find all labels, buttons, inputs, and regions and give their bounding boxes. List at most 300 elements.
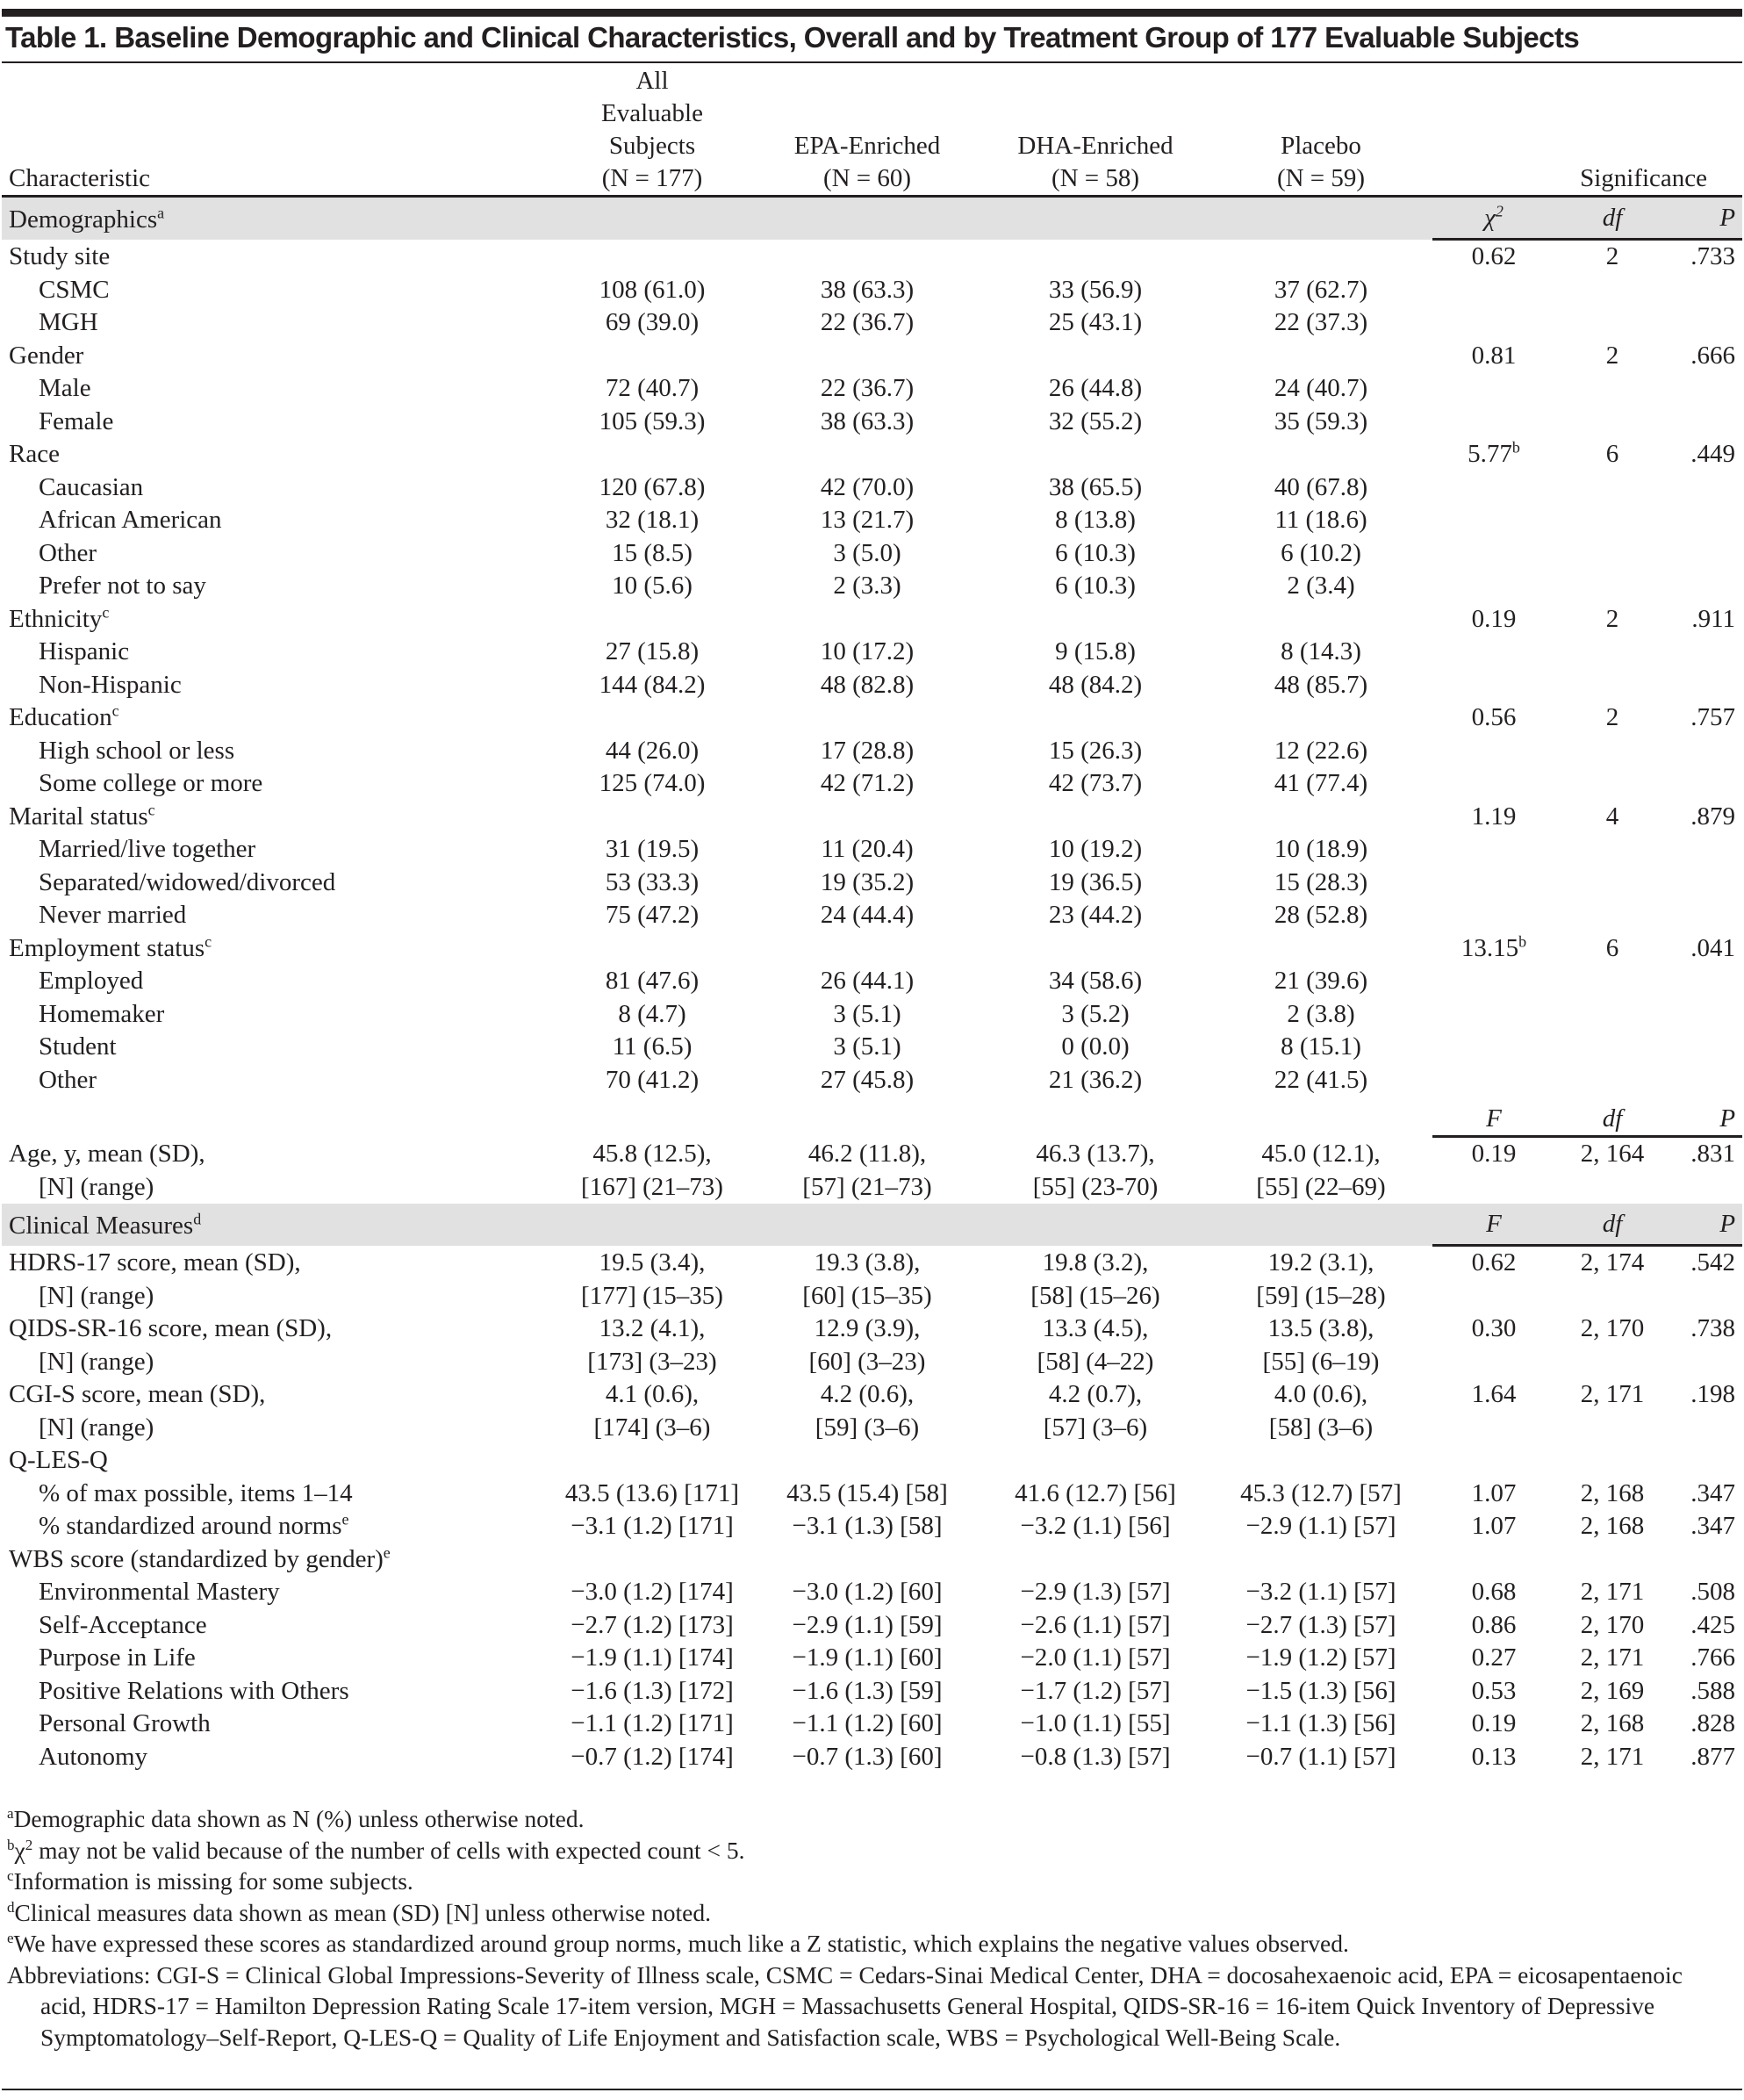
p-value-cell: .766	[1690, 1643, 1736, 1672]
dha-cell	[981, 240, 1209, 274]
row-label-text: Non-Hispanic	[39, 670, 182, 699]
test-statistic-cell	[1432, 1478, 1555, 1511]
epa-cell: 42 (71.2)	[820, 769, 915, 797]
test-statistic-cell	[1432, 735, 1555, 768]
footnote-ref: e	[341, 1510, 349, 1528]
dha-cell	[981, 1543, 1209, 1577]
placebo-cell	[1209, 801, 1432, 834]
all-subjects-cell	[551, 701, 753, 735]
df-cell	[1555, 1412, 1669, 1445]
placebo-cell	[1209, 701, 1432, 735]
dha-cell	[981, 603, 1209, 636]
df-cell: 2	[1605, 242, 1619, 270]
p-value-cell	[1669, 1543, 1742, 1577]
all-subjects-cell: 45.8 (12.5),	[592, 1140, 712, 1168]
placebo-cell: 2 (3.8)	[1287, 999, 1355, 1028]
placebo-cell: [58] (3–6)	[1268, 1413, 1374, 1442]
row-label-text: [N] (range)	[39, 1172, 154, 1201]
test-statistic-cell	[1432, 274, 1555, 307]
df-cell	[1555, 537, 1669, 571]
row-label-text: Self-Acceptance	[39, 1610, 207, 1639]
epa-cell: 26 (44.1)	[820, 967, 915, 995]
placebo-cell: −2.7 (1.3) [57]	[1245, 1610, 1396, 1639]
all-subjects-cell: 31 (19.5)	[605, 835, 700, 863]
placebo-cell: 4.0 (0.6),	[1274, 1380, 1368, 1408]
p-value-cell: .347	[1690, 1512, 1736, 1540]
row-label-text: Clinical Measures	[9, 1211, 194, 1240]
df-cell	[1555, 1444, 1669, 1478]
header-all-subjects	[551, 65, 753, 197]
row-label-text: WBS score (standardized by gender)	[9, 1544, 384, 1573]
row-label	[2, 1204, 551, 1246]
p-value-cell	[1669, 1346, 1742, 1379]
footnote-ref: c	[205, 931, 212, 950]
dha-cell: 6 (10.3)	[1055, 538, 1136, 567]
row-label	[2, 340, 551, 373]
placebo-cell: 12 (22.6)	[1274, 736, 1368, 765]
row-label-text: High school or less	[39, 736, 235, 765]
header-characteristic: Characteristic	[9, 164, 151, 192]
df-cell	[1555, 1031, 1669, 1064]
epa-cell: 3 (5.0)	[833, 538, 901, 567]
header-line: (N = 177)	[601, 164, 703, 192]
table-row	[2, 306, 1742, 340]
row-label	[2, 1280, 551, 1313]
row-label-text: Never married	[39, 901, 187, 929]
epa-cell: [60] (15–35)	[802, 1281, 932, 1310]
p-value-cell	[1669, 833, 1742, 867]
p-value-cell: .449	[1690, 440, 1736, 468]
test-statistic-value: 0.19	[1471, 1709, 1517, 1737]
epa-cell: 48 (82.8)	[820, 670, 915, 699]
dha-cell: 33 (56.9)	[1048, 275, 1143, 304]
test-statistic-cell	[1432, 669, 1555, 702]
p-value-cell	[1669, 570, 1742, 603]
epa-cell	[753, 438, 981, 471]
epa-cell: 24 (44.4)	[820, 901, 915, 929]
test-statistic-cell	[1432, 570, 1555, 603]
dha-cell: 0 (0.0)	[1061, 1032, 1130, 1061]
header-epa	[753, 65, 981, 197]
row-label	[2, 1576, 551, 1609]
all-subjects-cell: 69 (39.0)	[605, 308, 700, 336]
df-cell: 6	[1605, 933, 1619, 962]
table-row	[2, 701, 1742, 735]
p-value-cell	[1669, 1280, 1742, 1313]
all-subjects-cell: 19.5 (3.4),	[599, 1248, 706, 1277]
all-subjects-cell	[551, 603, 753, 636]
epa-cell	[753, 240, 981, 274]
footnote-a	[7, 1803, 1727, 1835]
all-subjects-cell: 75 (47.2)	[605, 901, 700, 929]
spacer-cell	[551, 197, 1432, 240]
p-header-text: P	[1719, 1104, 1736, 1133]
dha-cell	[981, 801, 1209, 834]
df-header	[1555, 197, 1669, 240]
row-label-text: Age, y, mean (SD),	[9, 1140, 205, 1168]
dha-cell: 15 (26.3)	[1048, 736, 1143, 765]
test-statistic-cell	[1432, 1412, 1555, 1445]
dha-cell: 9 (15.8)	[1055, 637, 1136, 665]
p-header-text: P	[1719, 204, 1736, 232]
epa-cell: 46.2 (11.8),	[807, 1140, 927, 1168]
test-statistic-cell	[1432, 1675, 1555, 1708]
header-line: All	[635, 67, 669, 95]
df-cell: 2, 171	[1580, 1742, 1645, 1771]
header-line: DHA-Enriched	[1017, 132, 1173, 160]
dha-cell: [57] (3–6)	[1043, 1413, 1148, 1442]
row-label-text: Caucasian	[39, 472, 144, 501]
test-statistic-cell	[1432, 1246, 1555, 1280]
footnote-ref: c	[147, 800, 155, 818]
test-statistic-value: 0.81	[1471, 341, 1517, 370]
all-subjects-cell: 13.2 (4.1),	[599, 1314, 706, 1342]
df-cell	[1555, 274, 1669, 307]
df-cell	[1555, 636, 1669, 669]
test-statistic-value: 1.07	[1471, 1512, 1517, 1540]
placebo-cell: 45.0 (12.1),	[1261, 1140, 1381, 1168]
dha-cell: [58] (15–26)	[1030, 1281, 1160, 1310]
placebo-cell: 22 (41.5)	[1274, 1065, 1368, 1094]
row-label-text: Personal Growth	[39, 1709, 211, 1737]
test-statistic-cell	[1432, 603, 1555, 636]
placebo-cell: [55] (6–19)	[1262, 1347, 1380, 1376]
all-subjects-cell	[551, 438, 753, 471]
chi-symbol: χ	[14, 1836, 25, 1864]
row-label	[2, 1171, 551, 1205]
epa-cell	[753, 701, 981, 735]
row-label-text: Marital status	[9, 802, 148, 831]
table-body	[2, 197, 1742, 1774]
footnote-ref: a	[157, 203, 165, 221]
placebo-cell: −1.1 (1.3) [56]	[1245, 1709, 1396, 1737]
abbreviations: Abbreviations: CGI-S = Clinical Global Impressions-Severity of Illness scale, CSMC = Cedars-Sinai Medical Center, DHA = docosahexaenoic acid, EPA = eicosapentaenoic acid, HDRS-17 = Hamilton Depression Rating Scale 17-item version, MGH = Massachusetts General Hospital, QIDS-SR-16 = 16-item Quick Inventory of Depressive Symptomatology–Self-Report, Q-LES-Q = Quality of Life Enjoyment and Satisfaction scale, WBS = Psychological Well-Being Scale.	[7, 1960, 1683, 2051]
dha-cell: 38 (65.5)	[1048, 472, 1143, 501]
row-label-text: % standardized around norms	[39, 1512, 342, 1540]
placebo-cell: 6 (10.2)	[1281, 538, 1361, 567]
test-statistic-cell	[1432, 1444, 1555, 1478]
header-line: Subjects	[608, 132, 696, 160]
p-value-cell	[1669, 669, 1742, 702]
test-statistic-cell	[1432, 1031, 1555, 1064]
test-statistic-value: 0.68	[1471, 1578, 1517, 1606]
epa-cell: 4.2 (0.6),	[820, 1380, 915, 1408]
row-label	[2, 833, 551, 867]
epa-cell: 38 (63.3)	[820, 275, 915, 304]
row-label	[2, 1031, 551, 1064]
p-value-cell: .542	[1690, 1248, 1736, 1277]
characteristics-table	[2, 65, 1742, 1773]
test-statistic-cell	[1432, 240, 1555, 274]
p-value-cell	[1669, 767, 1742, 801]
p-value-cell: .666	[1690, 341, 1736, 370]
p-value-cell	[1669, 735, 1742, 768]
footnote-ref: b	[1518, 931, 1527, 950]
df-cell	[1555, 504, 1669, 537]
placebo-cell: 21 (39.6)	[1274, 967, 1368, 995]
dha-cell: −0.8 (1.3) [57]	[1020, 1742, 1171, 1771]
placebo-cell: 45.3 (12.7) [57]	[1240, 1478, 1402, 1507]
df-cell	[1555, 570, 1669, 603]
table-row	[2, 669, 1742, 702]
row-label-text: Hispanic	[39, 637, 130, 665]
test-statistic-cell	[1432, 867, 1555, 900]
p-value-cell	[1669, 372, 1742, 406]
dha-cell: 6 (10.3)	[1055, 572, 1136, 600]
test-statistic-value: 13.15	[1461, 933, 1519, 962]
test-statistic-cell	[1432, 1642, 1555, 1675]
df-cell	[1555, 1280, 1669, 1313]
table-row	[2, 1378, 1742, 1412]
header-line: (N = 59)	[1276, 164, 1366, 192]
all-subjects-cell	[551, 1444, 753, 1478]
test-statistic-cell	[1432, 899, 1555, 932]
row-label	[2, 1312, 551, 1346]
df-cell	[1555, 833, 1669, 867]
table-title: Table 1. Baseline Demographic and Clinical Characteristics, Overall and by Treatment Group of 177 Evaluable Subjects	[5, 21, 1580, 54]
test-statistic-cell	[1432, 1137, 1555, 1171]
footnote-text: Clinical measures data shown as mean (SD) [N] unless otherwise noted.	[14, 1898, 712, 1926]
dha-cell: 4.2 (0.7),	[1048, 1380, 1143, 1408]
all-subjects-cell: 53 (33.3)	[605, 867, 700, 896]
row-label	[2, 932, 551, 966]
row-label	[2, 801, 551, 834]
placebo-cell: −1.5 (1.3) [56]	[1245, 1676, 1396, 1705]
df-header-text: df	[1602, 1104, 1623, 1133]
table-row	[2, 899, 1742, 932]
dha-cell: 19 (36.5)	[1048, 867, 1143, 896]
placebo-cell	[1209, 438, 1432, 471]
spacer-cell	[551, 1204, 1432, 1246]
test-statistic-cell	[1432, 701, 1555, 735]
all-subjects-cell: 120 (67.8)	[599, 472, 706, 501]
stat-header-text: F	[1486, 1210, 1502, 1238]
footnote-ref: b	[1511, 438, 1520, 457]
df-cell: 2, 168	[1580, 1709, 1645, 1737]
all-subjects-cell	[551, 801, 753, 834]
dha-cell: 13.3 (4.5),	[1042, 1314, 1149, 1342]
test-statistic-cell	[1432, 471, 1555, 505]
dha-cell: 42 (73.7)	[1048, 769, 1143, 797]
all-subjects-cell: 105 (59.3)	[599, 406, 706, 435]
all-subjects-cell	[551, 932, 753, 966]
row-label	[2, 1543, 551, 1577]
table-row	[2, 1576, 1742, 1609]
row-label-text: Positive Relations with Others	[39, 1676, 349, 1705]
all-subjects-cell: 4.1 (0.6),	[605, 1380, 700, 1408]
df-cell: 2	[1605, 604, 1619, 633]
footnote-e	[7, 1928, 1727, 1960]
all-subjects-cell: −0.7 (1.2) [174]	[571, 1742, 734, 1771]
table-row	[2, 406, 1742, 439]
row-label-text: Student	[39, 1032, 117, 1061]
row-label-text: Purpose in Life	[39, 1643, 196, 1672]
stat-header-text: χ	[1484, 204, 1496, 232]
dha-cell	[981, 340, 1209, 373]
header-line: EPA-Enriched	[793, 132, 941, 160]
placebo-cell	[1209, 1543, 1432, 1577]
test-statistic-cell	[1432, 998, 1555, 1032]
dha-cell: 26 (44.8)	[1048, 374, 1143, 402]
epa-cell: 13 (21.7)	[820, 506, 915, 534]
table-row	[2, 471, 1742, 505]
row-label	[2, 537, 551, 571]
placebo-cell: 15 (28.3)	[1274, 867, 1368, 896]
test-statistic-cell	[1432, 306, 1555, 340]
table-row	[2, 833, 1742, 867]
epa-cell: −1.6 (1.3) [59]	[792, 1676, 943, 1705]
row-label	[2, 197, 551, 240]
epa-cell: 27 (45.8)	[820, 1065, 915, 1094]
row-label-text: CSMC	[39, 275, 110, 304]
p-value-cell	[1669, 274, 1742, 307]
footnote-text: Demographic data shown as N (%) unless otherwise noted.	[13, 1805, 585, 1832]
dha-cell: −3.2 (1.1) [56]	[1020, 1512, 1171, 1540]
epa-cell: −3.0 (1.2) [60]	[792, 1578, 943, 1606]
test-statistic-cell	[1432, 372, 1555, 406]
df-cell	[1555, 899, 1669, 932]
dha-cell	[981, 701, 1209, 735]
row-label-text: Other	[39, 538, 97, 567]
df-cell	[1555, 1064, 1669, 1097]
p-value-cell: .588	[1690, 1676, 1736, 1705]
dha-cell: −2.0 (1.1) [57]	[1020, 1643, 1171, 1672]
row-label	[2, 867, 551, 900]
table-row	[2, 1064, 1742, 1097]
footnote-d	[7, 1897, 1727, 1929]
dha-cell	[981, 932, 1209, 966]
all-subjects-cell: 32 (18.1)	[605, 506, 700, 534]
row-label-text: Other	[39, 1065, 97, 1094]
test-statistic-cell	[1432, 1312, 1555, 1346]
all-subjects-cell: [173] (3–23)	[587, 1347, 717, 1376]
placebo-cell: 19.2 (3.1),	[1267, 1248, 1374, 1277]
epa-cell: 2 (3.3)	[833, 572, 901, 600]
row-label	[2, 636, 551, 669]
all-subjects-cell: [177] (15–35)	[581, 1281, 723, 1310]
p-value-cell	[1669, 636, 1742, 669]
row-label-text: Race	[9, 440, 60, 468]
p-value-cell	[1669, 406, 1742, 439]
table-row	[2, 1171, 1742, 1205]
df-cell	[1555, 372, 1669, 406]
footnote-ref: c	[102, 602, 110, 621]
p-value-cell	[1669, 1064, 1742, 1097]
placebo-cell	[1209, 603, 1432, 636]
all-subjects-cell: 144 (84.2)	[599, 670, 706, 699]
footnote-text: We have expressed these scores as standardized around group norms, much like a Z statistic, which explains the negative values observed.	[13, 1930, 1349, 1957]
header-line: Placebo	[1281, 132, 1361, 160]
df-header-text: df	[1602, 204, 1623, 232]
placebo-cell	[1209, 932, 1432, 966]
df-cell: 2, 168	[1580, 1512, 1645, 1540]
all-subjects-cell: 15 (8.5)	[612, 538, 693, 567]
table-row	[2, 1312, 1742, 1346]
row-label	[2, 372, 551, 406]
row-label	[2, 1741, 551, 1774]
test-statistic-value: 0.30	[1471, 1314, 1517, 1342]
header-line: (N = 58)	[1051, 164, 1140, 192]
df-cell: 2, 174	[1580, 1248, 1645, 1277]
df-cell: 2, 171	[1580, 1380, 1645, 1408]
row-label-text: Male	[39, 374, 91, 402]
row-label	[2, 1675, 551, 1708]
epa-cell: [59] (3–6)	[815, 1413, 920, 1442]
table-row	[2, 965, 1742, 998]
table-row	[2, 274, 1742, 307]
dha-cell: −2.6 (1.1) [57]	[1020, 1610, 1171, 1639]
table-row	[2, 1478, 1742, 1511]
section-header-row	[2, 1204, 1742, 1246]
epa-cell	[753, 801, 981, 834]
bottom-rule	[2, 2089, 1742, 2090]
all-subjects-cell: −3.1 (1.2) [171]	[571, 1512, 734, 1540]
row-label-text: African American	[39, 506, 222, 534]
test-statistic-value: 0.27	[1471, 1643, 1517, 1672]
footnote-ref: e	[383, 1543, 391, 1561]
table-row	[2, 570, 1742, 603]
epa-cell: 19 (35.2)	[820, 867, 915, 896]
p-value-cell	[1669, 867, 1742, 900]
p-value-cell	[1669, 471, 1742, 505]
table-row	[2, 1609, 1742, 1643]
table-row	[2, 932, 1742, 966]
row-label-text: Married/live together	[39, 835, 256, 863]
dha-cell: 10 (19.2)	[1048, 835, 1143, 863]
table-row	[2, 1031, 1742, 1064]
table-row	[2, 1280, 1742, 1313]
footnote-ref: c	[111, 701, 119, 720]
row-label	[2, 1097, 551, 1137]
spacer-cell	[551, 1097, 1432, 1137]
table-row	[2, 438, 1742, 471]
df-cell: 2, 169	[1580, 1676, 1645, 1705]
epa-cell: 17 (28.8)	[820, 736, 915, 765]
placebo-cell: 10 (18.9)	[1274, 835, 1368, 863]
df-cell: 2, 164	[1580, 1140, 1645, 1168]
p-header	[1669, 197, 1742, 240]
table-row	[2, 603, 1742, 636]
test-statistic-cell	[1432, 438, 1555, 471]
df-cell	[1555, 1543, 1669, 1577]
p-value-cell	[1669, 1031, 1742, 1064]
epa-cell: [60] (3–23)	[808, 1347, 926, 1376]
epa-cell: 3 (5.1)	[833, 999, 901, 1028]
all-subjects-cell: −3.0 (1.2) [174]	[571, 1578, 734, 1606]
table-row	[2, 1137, 1742, 1171]
table-row	[2, 240, 1742, 274]
row-label	[2, 1642, 551, 1675]
table-row	[2, 1346, 1742, 1379]
dha-cell: 34 (58.6)	[1048, 967, 1143, 995]
table-row	[2, 1708, 1742, 1741]
all-subjects-cell: 11 (6.5)	[612, 1032, 693, 1061]
test-statistic-value: 0.13	[1471, 1742, 1517, 1771]
row-label	[2, 603, 551, 636]
epa-cell	[753, 932, 981, 966]
row-label	[2, 1346, 551, 1379]
row-label-text: Gender	[9, 341, 84, 370]
epa-cell: 43.5 (15.4) [58]	[786, 1478, 948, 1507]
test-statistic-cell	[1432, 1510, 1555, 1543]
row-label	[2, 1609, 551, 1643]
all-subjects-cell: 108 (61.0)	[599, 275, 706, 304]
table-row	[2, 636, 1742, 669]
dha-cell: 25 (43.1)	[1048, 308, 1143, 336]
placebo-cell: 28 (52.8)	[1274, 901, 1368, 929]
df-cell	[1555, 406, 1669, 439]
placebo-cell: 8 (14.3)	[1281, 637, 1361, 665]
